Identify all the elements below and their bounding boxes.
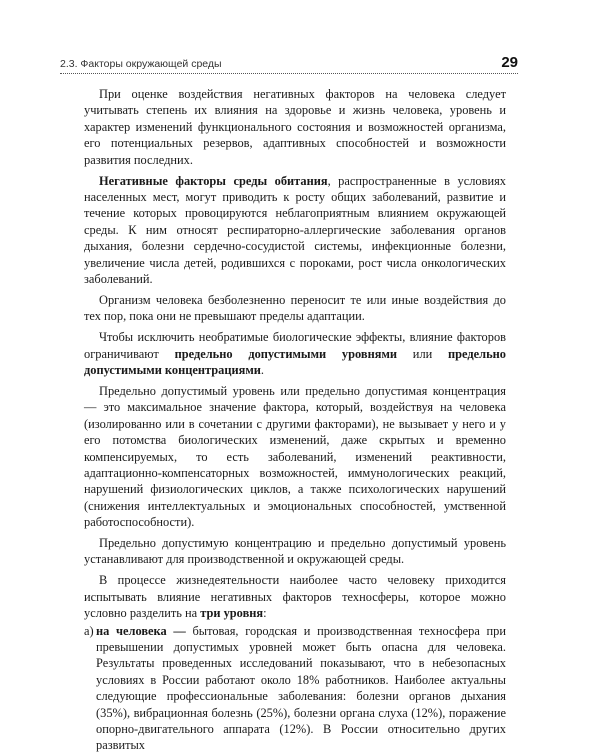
paragraph-text: бытовая, городская и производственная техносфера при превышении допустимых уровней может быть опасна для человека. Результаты проведенных исследований показывают, что в небезопасных условиях в России работают около 18% работников. Наиболее актуальны следующие профессиональные заболевания: болезни органов дыхания (35%), вибрационная болезнь (25%), болезни органа слуха (12%), поражение опорно-двигательного аппарата (12%). В России относительно других развитых [96,623,506,753]
list-item [84,623,506,754]
paragraph-text: . [260,363,265,377]
bold-term: предельно допустимыми уровнями [174,346,398,361]
paragraph-text: , распространенные в условиях населенных мест, могут приводить к росту общих заболеваний, развитие и течение которых провоцируются неблагоприятным влиянием окружающей среды. К ним относят респираторно-аллергические заболевания органов дыхания, болезни сердечно-сосудистой системы, инфекционные болезни, увеличение числа детей, родившихся с пороками, рост числа онкологических заболеваний. [84,173,506,286]
paragraph [84,535,506,568]
section-title: 2.3. Факторы окружающей среды [60,58,222,70]
paragraph [84,292,506,325]
paragraph-text: Чтобы исключить необратимые биологические эффекты, влияние факторов ограничивают [84,330,506,361]
bold-term: на человека — [96,623,186,638]
page-number: 29 [501,54,518,71]
paragraph-text: или [397,346,449,361]
paragraph-text: : [263,606,267,621]
paragraph-text: В процессе жизнедеятельности наиболее часто человеку приходится испытывать влияние негативных факторов техносферы, которое можно условно разделить на [84,573,506,621]
paragraph [84,383,506,531]
paragraph [84,572,506,621]
bold-term: предельно допустимыми концентрациями [84,346,507,377]
paragraph-text: Организм человека безболезненно переносит те или иные воздействия до тех пор, пока они не превышают пределы адаптации. [84,292,506,324]
running-header [60,49,518,74]
paragraph [84,173,506,288]
paragraph [84,329,506,378]
bold-term: Негативные факторы среды обитания [99,173,328,188]
list-item-text [96,623,506,754]
paragraph-text: Предельно допустимую концентрацию и предельно допустимый уровень устанавливают для производственной и окружающей среды. [84,536,506,567]
list-marker: а) [84,623,94,638]
bold-term: три уровня [200,606,264,621]
paragraph-text: Предельно допустимый уровень или предельно допустимая концентрация — это максимальное значение фактора, который, воздействуя на человека (изолированно или в сочетании с другими факторами), не вызывает у него и у его потомства биологических изменений, даже скрытых и временно компенсируемых, то есть заболеваний, изменений реактивности, адаптационно-компенсаторных возможностей, иммунологических реакций, нарушений физиологических циклов, а также психологических нарушений (снижения интеллектуальных и эмоциональных способностей, умственной работоспособности). [84,383,506,530]
paragraph-text: При оценке воздействия негативных факторов на человека следует учитывать степень их влияния на здоровье и жизнь человека, уровень и характер изменений функционального состояния и возможностей организма, его потенциальных резервов, адаптивных способностей и возможности развития последних. [84,87,506,167]
paragraph [84,86,506,168]
page-body [84,86,506,754]
